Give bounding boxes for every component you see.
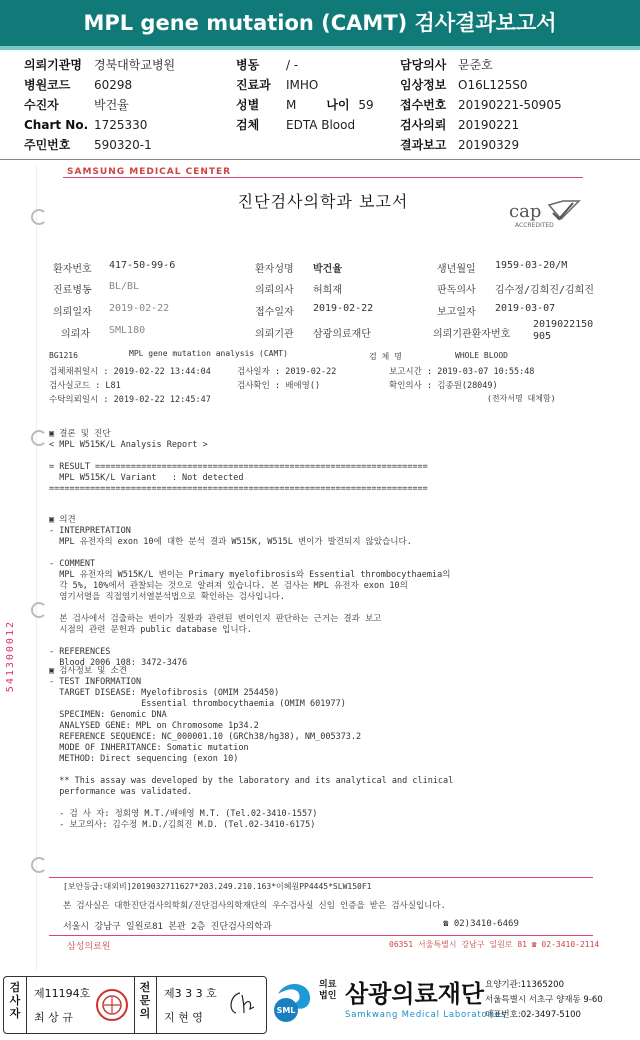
dob: 1959-03-20/M [495,260,568,271]
label-reader: 판독의사 [437,285,476,296]
meta-key: 주민번호 [24,138,71,152]
meta-key: 검사의뢰 [400,118,447,132]
meta-value: 20190329 [458,138,520,152]
meta-key: 담당의사 [400,58,447,72]
label-dept: 진료병동 [53,285,92,296]
meta-key: 병동 [236,58,260,72]
meta-key: 진료과 [236,78,271,92]
institution-code: 요양기관:11365200 [485,980,564,990]
meta-value: 경북대학교병원 [94,58,176,72]
meta-key: 병원코드 [24,78,71,92]
meta-key: 검체 [236,118,260,132]
result-section: ▣ 결론 및 진단 < MPL W515K/L Analysis Report > = RESULT ================================================================= MPL W515K/L Variant : Not detected ========================================================================== [49,429,428,494]
confirm-doc: 확인의사 : 김종원(28049) [389,381,498,391]
company-address: 서울특별시 서초구 양재동 9-60 [485,995,603,1005]
sml-logo [272,980,316,1028]
binder-hole [31,602,47,618]
org-pt: 2019022150905 [533,319,594,342]
bottom-red-line [49,935,593,936]
cap-accredited-logo [505,199,583,229]
label-req-doc: 의뢰의사 [255,285,294,296]
collect-time: 검체채취일시 : 2019-02-22 13:44:04 [49,367,211,377]
security-line: [보안등급:대외비]2019032711627*203.249.210.163*이혜원PP4445*SLW150F1 [63,882,372,891]
meta-value: 박건율 [94,98,129,112]
cert-text: 본 검사실은 대한진단검사의학회/진단검사의학재단의 우수검사실 신임 인증을 받은 검사실입니다. [63,901,446,911]
meta-key: 접수번호 [400,98,447,112]
meta-value: IMHO [286,78,319,92]
label-recv-date: 접수일자 [255,307,294,318]
meta-value: 20190221-50905 [458,98,562,112]
label-report-date: 보고일자 [437,307,476,318]
report-date: 2019-03-07 [495,303,556,314]
meta-row [400,135,562,155]
meta-row [400,95,562,115]
report-title: MPL gene mutation (CAMT) 검사결과보고서 [0,0,640,46]
meta-value: / - [286,58,299,72]
meta-column-2 [236,55,374,135]
tester-license: 제11194호 [34,987,91,1000]
hospital-brand: SAMSUNG MEDICAL CENTER [67,167,232,177]
binder-hole [31,430,47,446]
req-doc: 허희재 [313,285,342,296]
company-info [485,978,603,1023]
meta-column-3 [400,55,562,155]
req-by: SML180 [109,325,146,336]
meta-row [236,95,374,115]
meta-row [24,75,175,95]
bottom-address: 06351 서울특별시 강남구 일원로 81 ☎ 02-3410-2114 [389,940,600,949]
meta-row [24,135,175,155]
lab-address: 서울시 강남구 일원로81 본관 2층 진단검사의학과 [63,922,272,932]
meta-row [24,55,175,75]
reg-no: 417-50-99-6 [109,260,176,271]
specialist-license: 제3 3 3 호 [164,987,217,1000]
binder-hole [31,857,47,873]
age-label: 나이 [326,98,350,112]
top-red-line [63,177,583,178]
meta-column-1 [24,55,175,155]
confirm: 검사확인 : 배애영() [237,381,321,391]
dept: BL/BL [109,281,140,292]
meta-row [24,115,175,135]
lower-red-line [49,877,593,878]
exam-name: MPL gene mutation analysis (CAMT) [129,349,288,358]
meta-row [400,75,562,95]
company-phone: 대표번호:02-3497-5100 [485,1010,581,1020]
lab-code: 검사실코드 : L81 [49,381,121,391]
label-org-pt: 의뢰기관환자번호 [433,329,511,340]
label-name: 환자성명 [255,264,294,275]
meta-key: 의뢰기관명 [24,58,82,72]
org: 삼광의료재단 [313,329,371,340]
meta-value: 20190221 [458,118,520,132]
meta-row [236,55,374,75]
exam-code: BG1216 [49,351,78,360]
meta-key: 결과보고 [400,138,447,152]
ordered-time: 수탁의뢰일시 : 2019-02-22 12:45:47 [49,395,211,405]
specialist-label: 전문의 [139,981,151,1020]
meta-value: O16L125S0 [458,78,528,92]
meta-row [400,55,562,75]
test-info-section: ▣ 검사정보 및 소견 - TEST INFORMATION TARGET DISEASE: Myelofibrosis (OMIM 254450) Essential thrombocythaemia (OMIM 601977) SPECIMEN: Genomic DNA ANALYSED GENE: MPL on Chromosome 1p34.2 REFERENCE SEQUENCE: NC_000001.10 (GRCh38/hg38), NM_005373.2 MODE OF INHERITANCE: Somatic mutation METHOD: Direct sequencing (exon 10) ** This assay was developed by the laboratory and its analytical and clinical performance was validated. - 검 사 자: 정회영 M.T./배애영 M.T. (Tel.02-3410-1557) - 보고의사: 김수정 M.D./김희진 M.D. (Tel.02-3410-6175) [49,666,454,830]
req-date: 2019-02-22 [109,303,170,314]
cap-text: cap [509,201,542,222]
specimen-label: 검 체 명 [369,352,402,361]
brand-sub: Samkwang Medical Laboratories [345,1010,507,1020]
meta-row [400,115,562,135]
sign-note: (전자서명 대체함) [487,394,556,403]
report-time: 보고시간 : 2019-03-07 10:55:48 [389,367,535,377]
meta-key: Chart No. [24,118,89,132]
meta-value: 590320-1 [94,138,152,152]
sml-text: SML [276,1006,296,1015]
corp-type: 의료법인 [319,980,337,1001]
tester-name: 최 상 규 [34,1011,73,1024]
age-value: 59 [358,98,374,112]
meta-value: 1725330 [94,118,148,132]
meta-key: 임상정보 [400,78,447,92]
signature-box [3,976,267,1034]
specimen: WHOLE BLOOD [455,351,508,360]
lab-phone: ☎ 02)3410-6469 [443,919,519,929]
label-dob: 생년월일 [437,264,476,275]
meta-key: 수진자 [24,98,59,112]
scanned-report [36,165,609,970]
exam-date: 검사일자 : 2019-02-22 [237,367,337,377]
side-serial-number: 541300012 [5,620,16,693]
label-reg-no: 환자번호 [53,264,92,275]
label-req-date: 의뢰일자 [53,307,92,318]
cap-sub: ACCREDITED [515,222,554,229]
bottom-hospital-name: 삼성의료원 [67,942,111,952]
opinion-section: ▣ 의견 - INTERPRETATION MPL 유전자의 exon 10에 대한 분석 결과 W515K, W515L 변이가 발견되지 않았습니다. - COMMENT MPL 유전자의 W515K/L 변이는 Primary myelofibrosis와 Essential thrombocythaemia의 각 5%, 10%에서 관찰되는 것으로 알려져 있습니다. 본 검사는 MPL 유전자 exon 10의 염기서열을 직접염기서열분석법으로 확인하는 검사입니다. 본 검사에서 검출하는 변이가 질환과 관련된 변이인지 판단하는 근거는 결과 보고 시점의 관련 문헌과 public database 입니다. - REFERENCES Blood 2006 108: 3472-3476 [49,515,451,668]
patient-name: 박건율 [313,264,342,275]
header-separator [0,159,640,160]
meta-value: EDTA Blood [286,118,356,132]
handwritten-signature [226,989,258,1023]
header-underline [0,46,640,50]
recv-date: 2019-02-22 [313,303,374,314]
footer [0,972,640,1040]
report-heading: 진단검사의학과 보고서 [237,192,409,211]
reader: 김수정/김희진/김희진 [495,285,594,296]
meta-row [236,115,374,135]
label-org: 의뢰기관 [255,329,294,340]
meta-value: 60298 [94,78,133,92]
label-req-by: 의뢰자 [61,329,90,340]
meta-value: 문준호 [458,58,493,72]
official-seal [94,987,130,1027]
meta-row [236,75,374,95]
meta-row [24,95,175,115]
meta-value: M [286,98,297,112]
meta-key: 성별 [236,98,260,112]
brand-name: 삼광의료재단 [345,980,485,1008]
tester-label: 검사자 [9,981,21,1020]
specialist-name: 지 현 영 [164,1011,203,1024]
